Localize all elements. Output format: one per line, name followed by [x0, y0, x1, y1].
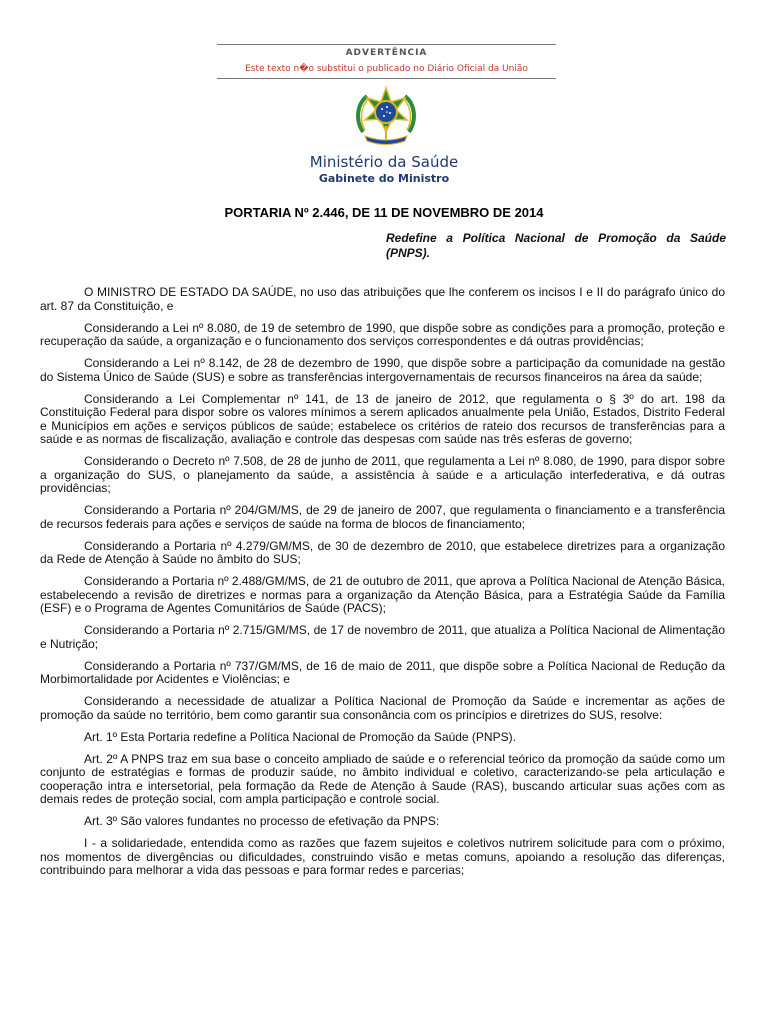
- ministry-name: Ministério da Saúde: [309, 153, 459, 171]
- paragraph-considerando: Considerando a Portaria nº 2.715/GM/MS, de 17 de novembro de 2011, que atualiza a Política Nacional de Alimentação e Nutrição;: [40, 623, 725, 651]
- advertencia-title: ADVERTÊNCIA: [345, 48, 428, 58]
- paragraph-item: I - a solidariedade, entendida como as razões que fazem sujeitos e coletivos nutrirem solicitude para com o próximo, nos momentos de divergências ou dificuldades, construindo visão e metas comuns, apoiando a resolução das diferenças, contribuindo para melhorar a vida das pessoas e para formar redes e parcerias;: [40, 836, 725, 877]
- paragraph-considerando: Considerando a Lei Complementar nº 141, de 13 de janeiro de 2012, que regulamenta o § 3º do art. 198 da Constituição Federal para dispor sobre os valores mínimos a serem aplicados anualmente pela União, Estados, Distrito Federal e Municípios em ações e serviços públicos de saúde; estabelece os critérios de rateio dos recursos de transferências para a saúde e as normas de fiscalização, avaliação e controle das despesas com saúde nas três esferas de governo;: [40, 391, 725, 446]
- paragraph-preamble: O MINISTRO DE ESTADO DA SAÚDE, no uso das atribuições que lhe conferem os incisos I e II do parágrafo único do art. 87 da Constituição, e: [40, 285, 725, 313]
- document-body: [40, 286, 725, 886]
- advertencia-box: [217, 44, 556, 79]
- paragraph-considerando: Considerando o Decreto nº 7.508, de 28 de junho de 2011, que regulamenta a Lei nº 8.080, de 1990, para dispor sobre a organização do SUS, o planejamento da saúde, a assistência à saúde e a articulação interfederativa, e dá outras providências;: [40, 454, 725, 495]
- document-summary: Redefine a Política Nacional de Promoção da Saúde (PNPS).: [386, 231, 726, 260]
- paragraph-considerando: Considerando a Portaria nº 737/GM/MS, de 16 de maio de 2011, que dispõe sobre a Política Nacional de Redução da Morbimortalidade por Acidentes e Violências; e: [40, 658, 725, 686]
- paragraph-article: Art. 1º Esta Portaria redefine a Política Nacional de Promoção da Saúde (PNPS).: [84, 729, 516, 744]
- advertencia-text: Este texto n�o substitui o publicado no Diário Oficial da União: [245, 64, 528, 74]
- ministry-cabinet: Gabinete do Ministro: [318, 172, 450, 185]
- paragraph-considerando: Considerando a Portaria nº 4.279/GM/MS, de 30 de dezembro de 2010, que estabelece diretrizes para a organização da Rede de Atenção à Saúde no âmbito do SUS;: [40, 538, 725, 566]
- paragraph-considerando: Considerando a Lei nº 8.142, de 28 de dezembro de 1990, que dispõe sobre a participação da comunidade na gestão do Sistema Único de Saúde (SUS) e sobre as transferências intergovernamentais de recursos financeiros na área da saúde;: [40, 356, 725, 384]
- document-title: PORTARIA Nº 2.446, DE 11 DE NOVEMBRO DE 2014: [224, 205, 544, 220]
- paragraph-considerando: Considerando a necessidade de atualizar a Política Nacional de Promoção da Saúde e incrementar as ações de promoção da saúde no território, bem como garantir sua consonância com os princípios e diretrizes do SUS, resolve:: [40, 694, 725, 722]
- paragraph-article: Art. 3º São valores fundantes no processo de efetivação da PNPS:: [84, 814, 440, 828]
- paragraph-considerando: Considerando a Portaria nº 2.488/GM/MS, de 21 de outubro de 2011, que aprova a Política Nacional de Atenção Básica, estabelecendo a revisão de diretrizes e normas para a organização da Atenção Básica, para a Estratégia Saúde da Família (ESF) e o Programa de Agentes Comunitários de Saúde (PACS);: [40, 574, 725, 615]
- brazil-coat-of-arms-icon: [351, 86, 421, 148]
- paragraph-considerando: Considerando a Lei nº 8.080, de 19 de setembro de 1990, que dispõe sobre as condições para a promoção, proteção e recuperação da saúde, a organização e o funcionamento dos serviços correspondentes e dá outras providências;: [40, 320, 725, 348]
- paragraph-considerando: Considerando a Portaria nº 204/GM/MS, de 29 de janeiro de 2007, que regulamenta o financiamento e a transferência de recursos federais para ações e serviços de saúde na forma de blocos de financiamento;: [40, 503, 725, 531]
- paragraph-article: Art. 2º A PNPS traz em sua base o conceito ampliado de saúde e o referencial teórico da promoção da saúde como um conjunto de estratégias e formas de produzir saúde, no âmbito individual e coletivo, caracterizando-se pela articulação e cooperação intra e intersetorial, pela formação da Rede de Atenção à Saude (RAS), buscando articular suas ações com as demais redes de proteção social, com ampla participação e controle social.: [40, 751, 725, 806]
